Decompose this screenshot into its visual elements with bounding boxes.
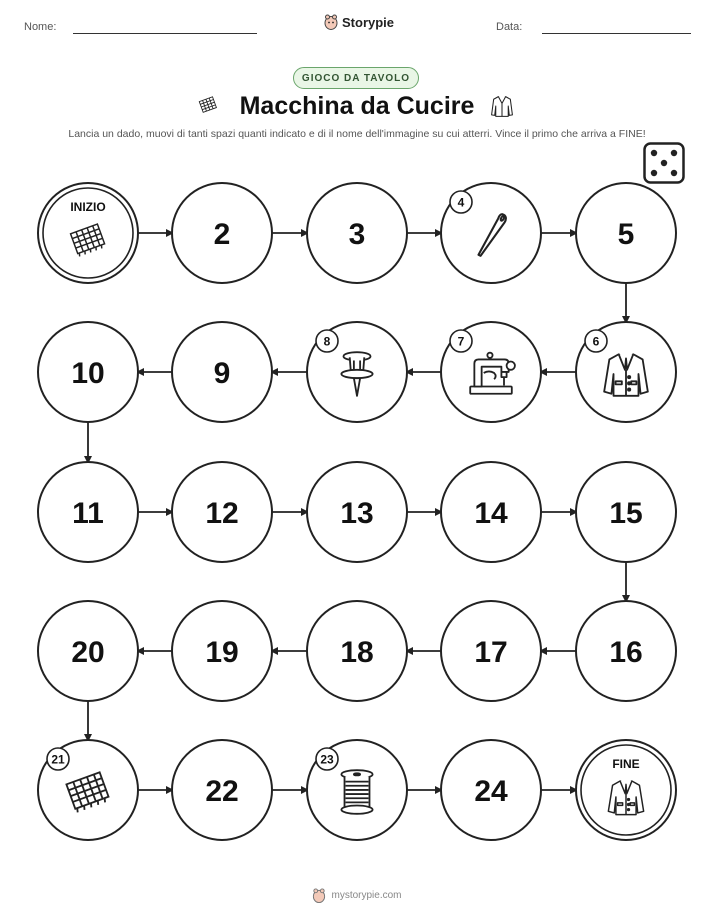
space-number: 17 — [474, 636, 508, 669]
board-space-16[interactable] — [576, 601, 676, 701]
board-space-22[interactable] — [172, 740, 272, 840]
space-number: 3 — [348, 218, 366, 251]
board-space-23[interactable] — [307, 740, 407, 840]
space-number: 9 — [213, 357, 231, 390]
space-number: 20 — [71, 636, 105, 669]
board-space-4[interactable] — [441, 183, 541, 283]
space-number: 6 — [592, 334, 600, 349]
board-space-25[interactable] — [576, 740, 676, 840]
space-number: 24 — [474, 775, 508, 808]
space-number: 5 — [617, 218, 635, 251]
board-space-3[interactable] — [307, 183, 407, 283]
space-number: 7 — [457, 334, 465, 349]
space-number: 15 — [609, 497, 643, 530]
category-tag: GIOCO DA TAVOLO — [293, 67, 419, 89]
board-space-10[interactable] — [38, 322, 138, 422]
space-number: 18 — [340, 636, 374, 669]
board-space-21[interactable] — [38, 740, 138, 840]
name-label: Nome: — [24, 21, 57, 33]
thread-spool-icon — [341, 770, 372, 814]
board-space-8[interactable] — [307, 322, 407, 422]
space-number: 19 — [205, 636, 239, 669]
instructions: Lancia un dado, muovi di tanti spazi quanti indicato e di il nome dell'immagine su cui atterri. Vince il primo che arriva a FINE! — [68, 128, 646, 140]
space-number: 13 — [340, 497, 374, 530]
board-space-14[interactable] — [441, 462, 541, 562]
board-space-9[interactable] — [172, 322, 272, 422]
board-space-5[interactable] — [576, 183, 676, 283]
board-space-11[interactable] — [38, 462, 138, 562]
board-space-19[interactable] — [172, 601, 272, 701]
footer — [0, 888, 714, 903]
space-number: 4 — [457, 195, 465, 210]
board-space-1[interactable] — [38, 183, 138, 283]
space-number: 21 — [51, 752, 65, 767]
jacket-icon — [604, 354, 648, 396]
board-space-7[interactable] — [441, 322, 541, 422]
footer-url[interactable]: mystorypie.com — [331, 890, 402, 901]
board-space-17[interactable] — [441, 601, 541, 701]
board-space-15[interactable] — [576, 462, 676, 562]
page-title: Macchina da Cucire — [239, 92, 475, 120]
end-label: FINE — [612, 757, 640, 771]
jacket-icon — [608, 781, 643, 815]
space-number: 11 — [72, 497, 104, 530]
space-number: 8 — [323, 334, 331, 349]
board-space-2[interactable] — [172, 183, 272, 283]
space-number: 22 — [205, 775, 239, 808]
space-number: 16 — [609, 636, 643, 669]
brand-name: Storypie — [342, 14, 395, 30]
board-space-6[interactable] — [576, 322, 676, 422]
board-space-24[interactable] — [441, 740, 541, 840]
space-number: 2 — [213, 218, 231, 251]
space-number: 23 — [320, 752, 334, 767]
space-number: 10 — [71, 357, 105, 390]
space-number: 12 — [205, 497, 239, 530]
board-space-12[interactable] — [172, 462, 272, 562]
mascot-icon — [312, 888, 326, 903]
board-space-20[interactable] — [38, 601, 138, 701]
space-number: 14 — [474, 497, 508, 530]
board-space-13[interactable] — [307, 462, 407, 562]
date-label: Data: — [496, 21, 523, 33]
start-label: INIZIO — [70, 200, 106, 214]
board-space-18[interactable] — [307, 601, 407, 701]
